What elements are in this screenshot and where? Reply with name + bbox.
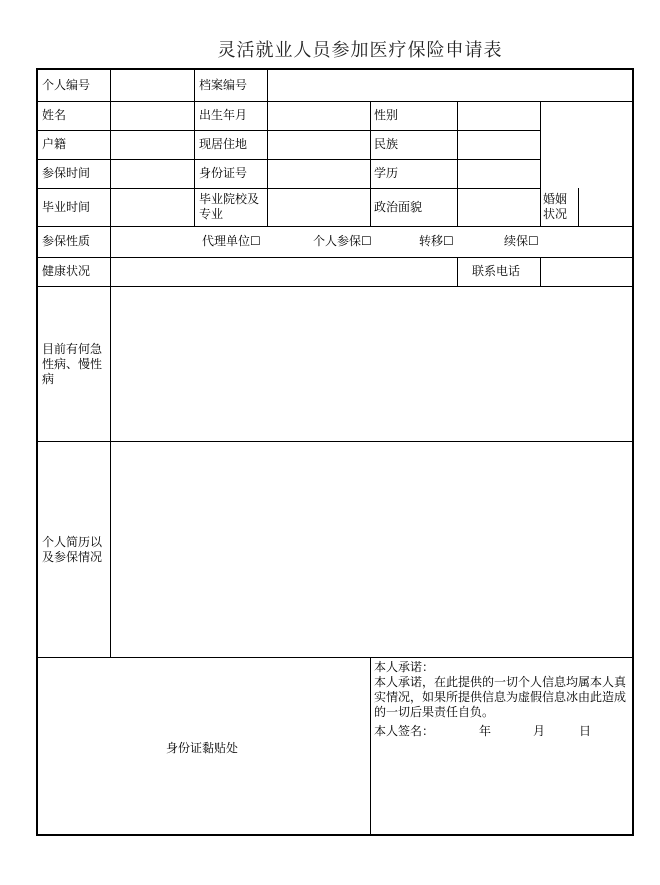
row-divider	[38, 130, 540, 131]
col-divider	[110, 70, 111, 257]
pledge-body: 本人承诺，在此提供的一切个人信息均属本人真实情况，如果所提供信息为虚假信息冰由此造成的一切后果责任自负。	[374, 675, 627, 719]
label-file-no: 档案编号	[199, 78, 248, 92]
option-transfer[interactable]	[419, 234, 454, 249]
checkbox-icon[interactable]: ☐	[361, 234, 372, 248]
date-month: 月	[533, 724, 546, 738]
col-divider	[370, 101, 371, 226]
row-divider	[38, 188, 540, 189]
row-divider	[38, 657, 632, 658]
label-grad-time: 毕业时间	[42, 200, 91, 214]
option-individual[interactable]	[313, 234, 372, 249]
date-day: 日	[579, 724, 592, 738]
option-agency[interactable]	[202, 234, 261, 249]
date-year: 年	[479, 724, 492, 738]
label-gender: 性别	[374, 108, 399, 122]
label-birth: 出生年月	[199, 108, 248, 122]
label-marital: 婚姻状况	[543, 192, 568, 221]
option-continue[interactable]	[504, 234, 539, 249]
label-health: 健康状况	[42, 264, 91, 278]
col-divider	[110, 257, 111, 286]
application-form	[36, 68, 634, 836]
col-divider	[457, 101, 458, 226]
row-divider	[38, 441, 632, 442]
row-divider	[38, 101, 632, 102]
label-phone: 联系电话	[472, 264, 521, 278]
label-id-paste: 身份证黏贴处	[166, 741, 239, 755]
label-address: 现居住地	[199, 137, 248, 151]
pledge-heading: 本人承诺：	[374, 660, 435, 674]
col-divider	[578, 188, 579, 226]
option-agency-label: 代理单位	[202, 234, 251, 248]
row-divider	[38, 159, 540, 160]
label-illness: 目前有何急性病、慢性病	[42, 342, 103, 386]
label-political: 政治面貌	[374, 200, 423, 214]
option-continue-label: 续保	[504, 234, 529, 248]
label-resume: 个人简历以及参保情况	[42, 535, 103, 564]
col-divider	[457, 257, 458, 286]
col-divider	[194, 70, 195, 226]
label-id-no: 身份证号	[199, 166, 248, 180]
checkbox-icon[interactable]: ☐	[250, 234, 261, 248]
row-divider	[38, 226, 632, 227]
col-divider	[267, 70, 268, 226]
col-divider	[110, 286, 111, 657]
label-insured-type: 参保性质	[42, 234, 91, 248]
label-school: 毕业院校及专业	[199, 192, 260, 221]
col-divider	[370, 657, 371, 836]
signature-label: 本人签名：	[374, 724, 435, 738]
option-transfer-label: 转移	[419, 234, 444, 248]
col-divider	[540, 101, 541, 226]
label-name: 姓名	[42, 108, 67, 122]
label-insured-time: 参保时间	[42, 166, 91, 180]
label-education: 学历	[374, 166, 399, 180]
checkbox-icon[interactable]: ☐	[528, 234, 539, 248]
label-ethnicity: 民族	[374, 137, 399, 151]
form-title: 灵活就业人员参加医疗保险申请表	[217, 40, 503, 61]
row-divider	[38, 286, 632, 287]
col-divider	[540, 257, 541, 286]
row-divider	[38, 257, 632, 258]
label-personal-no: 个人编号	[42, 78, 91, 92]
label-hukou: 户籍	[42, 137, 67, 151]
option-individual-label: 个人参保	[313, 234, 362, 248]
checkbox-icon[interactable]: ☐	[443, 234, 454, 248]
